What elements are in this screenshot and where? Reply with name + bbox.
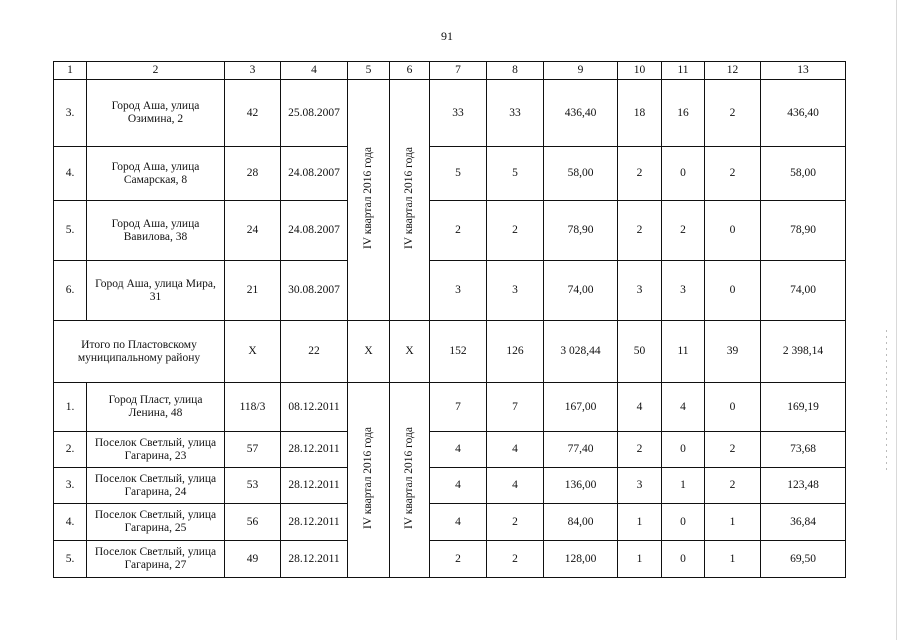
total-cell: 50 [618, 321, 662, 383]
area-cell: 77,40 [544, 432, 618, 468]
total-cell: Х [348, 321, 390, 383]
area-cell: 128,00 [544, 541, 618, 578]
value-cell: 0 [705, 201, 761, 261]
address-cell: Город Аша, улица Вавилова, 38 [87, 201, 225, 261]
value-cell: 2 [430, 541, 487, 578]
date-cell: 24.08.2007 [281, 147, 348, 201]
row-number: 3. [54, 80, 87, 147]
date-cell: 08.12.2011 [281, 383, 348, 432]
quarter-label: IV квартал 2016 года [403, 146, 415, 250]
value-cell: 0 [662, 432, 705, 468]
row-number: 2. [54, 432, 87, 468]
house-number-cell: 42 [225, 80, 281, 147]
total-cell: 2 398,14 [761, 321, 846, 383]
area-cell: 74,00 [544, 261, 618, 321]
value-cell: 2 [487, 541, 544, 578]
value-cell: 2 [662, 201, 705, 261]
value-cell: 2 [705, 468, 761, 504]
value-cell: 7 [487, 383, 544, 432]
value-cell: 0 [662, 541, 705, 578]
address-cell: Город Аша, улица Озимина, 2 [87, 80, 225, 147]
house-number-cell: 56 [225, 504, 281, 541]
total-cell: Х [390, 321, 430, 383]
scan-noise [886, 330, 887, 470]
address-cell: Город Аша, улица Мира, 31 [87, 261, 225, 321]
value-cell: 5 [430, 147, 487, 201]
total-cell: Х [225, 321, 281, 383]
area-cell: 73,68 [761, 432, 846, 468]
value-cell: 0 [705, 383, 761, 432]
table-row [54, 261, 846, 321]
value-cell: 5 [487, 147, 544, 201]
value-cell: 1 [705, 541, 761, 578]
row-number: 6. [54, 261, 87, 321]
area-cell: 123,48 [761, 468, 846, 504]
date-cell: 28.12.2011 [281, 541, 348, 578]
address-cell: Город Пласт, улица Ленина, 48 [87, 383, 225, 432]
total-cell: 22 [281, 321, 348, 383]
date-cell: 28.12.2011 [281, 504, 348, 541]
value-cell: 4 [618, 383, 662, 432]
col-header: 11 [662, 62, 705, 80]
table-row [54, 80, 846, 147]
total-cell: 3 028,44 [544, 321, 618, 383]
area-cell: 436,40 [544, 80, 618, 147]
date-cell: 25.08.2007 [281, 80, 348, 147]
date-cell: 30.08.2007 [281, 261, 348, 321]
col-header: 5 [348, 62, 390, 80]
page-number: 91 [441, 29, 453, 43]
table-row [54, 147, 846, 201]
value-cell: 0 [662, 147, 705, 201]
value-cell: 0 [705, 261, 761, 321]
row-number: 4. [54, 504, 87, 541]
housing-table [53, 61, 846, 578]
quarter-label: IV квартал 2016 года [403, 426, 415, 530]
date-cell: 24.08.2007 [281, 201, 348, 261]
col-header: 7 [430, 62, 487, 80]
area-cell: 167,00 [544, 383, 618, 432]
value-cell: 2 [618, 201, 662, 261]
row-number: 1. [54, 383, 87, 432]
row-number: 5. [54, 201, 87, 261]
value-cell: 4 [430, 432, 487, 468]
quarter-label: IV квартал 2016 года [362, 426, 374, 530]
value-cell: 2 [705, 147, 761, 201]
value-cell: 4 [662, 383, 705, 432]
value-cell: 4 [430, 468, 487, 504]
value-cell: 3 [662, 261, 705, 321]
address-cell: Поселок Светлый, улица Гагарина, 27 [87, 541, 225, 578]
col-header: 3 [225, 62, 281, 80]
col-header: 6 [390, 62, 430, 80]
address-cell: Поселок Светлый, улица Гагарина, 25 [87, 504, 225, 541]
area-cell: 69,50 [761, 541, 846, 578]
value-cell: 2 [618, 147, 662, 201]
area-cell: 74,00 [761, 261, 846, 321]
column-number-row [54, 62, 846, 80]
col-header: 9 [544, 62, 618, 80]
value-cell: 2 [705, 80, 761, 147]
area-cell: 36,84 [761, 504, 846, 541]
house-number-cell: 24 [225, 201, 281, 261]
area-cell: 169,19 [761, 383, 846, 432]
value-cell: 2 [705, 432, 761, 468]
table-row [54, 504, 846, 541]
house-number-cell: 49 [225, 541, 281, 578]
col-header: 4 [281, 62, 348, 80]
address-cell: Поселок Светлый, улица Гагарина, 24 [87, 468, 225, 504]
total-cell: 39 [705, 321, 761, 383]
value-cell: 4 [487, 432, 544, 468]
total-row [54, 321, 846, 383]
value-cell: 3 [487, 261, 544, 321]
value-cell: 1 [705, 504, 761, 541]
scan-edge-line [896, 0, 897, 640]
total-cell: 126 [487, 321, 544, 383]
planned-period-cell [348, 383, 390, 578]
area-cell: 78,90 [761, 201, 846, 261]
value-cell: 2 [430, 201, 487, 261]
value-cell: 0 [662, 504, 705, 541]
date-cell: 28.12.2011 [281, 432, 348, 468]
area-cell: 58,00 [761, 147, 846, 201]
col-header: 10 [618, 62, 662, 80]
address-cell: Город Аша, улица Самарская, 8 [87, 147, 225, 201]
col-header: 2 [87, 62, 225, 80]
house-number-cell: 118/3 [225, 383, 281, 432]
table-row [54, 541, 846, 578]
value-cell: 2 [487, 504, 544, 541]
table-row [54, 383, 846, 432]
col-header: 13 [761, 62, 846, 80]
address-cell: Поселок Светлый, улица Гагарина, 23 [87, 432, 225, 468]
value-cell: 4 [487, 468, 544, 504]
value-cell: 1 [662, 468, 705, 504]
value-cell: 16 [662, 80, 705, 147]
value-cell: 7 [430, 383, 487, 432]
col-header: 12 [705, 62, 761, 80]
area-cell: 78,90 [544, 201, 618, 261]
table-row [54, 432, 846, 468]
row-number: 3. [54, 468, 87, 504]
house-number-cell: 21 [225, 261, 281, 321]
value-cell: 3 [430, 261, 487, 321]
house-number-cell: 57 [225, 432, 281, 468]
planned-period-cell [390, 383, 430, 578]
value-cell: 1 [618, 541, 662, 578]
house-number-cell: 53 [225, 468, 281, 504]
area-cell: 136,00 [544, 468, 618, 504]
row-number: 5. [54, 541, 87, 578]
quarter-label: IV квартал 2016 года [362, 146, 374, 250]
value-cell: 4 [430, 504, 487, 541]
total-cell: 11 [662, 321, 705, 383]
value-cell: 33 [430, 80, 487, 147]
value-cell: 33 [487, 80, 544, 147]
value-cell: 18 [618, 80, 662, 147]
value-cell: 3 [618, 261, 662, 321]
area-cell: 84,00 [544, 504, 618, 541]
value-cell: 2 [487, 201, 544, 261]
planned-period-cell [390, 80, 430, 321]
value-cell: 3 [618, 468, 662, 504]
planned-period-cell [348, 80, 390, 321]
table-row [54, 201, 846, 261]
date-cell: 28.12.2011 [281, 468, 348, 504]
house-number-cell: 28 [225, 147, 281, 201]
col-header: 1 [54, 62, 87, 80]
value-cell: 1 [618, 504, 662, 541]
total-label: Итого по Пластовскому муниципальному району [54, 321, 225, 383]
area-cell: 58,00 [544, 147, 618, 201]
value-cell: 2 [618, 432, 662, 468]
total-cell: 152 [430, 321, 487, 383]
table-row [54, 468, 846, 504]
col-header: 8 [487, 62, 544, 80]
area-cell: 436,40 [761, 80, 846, 147]
row-number: 4. [54, 147, 87, 201]
